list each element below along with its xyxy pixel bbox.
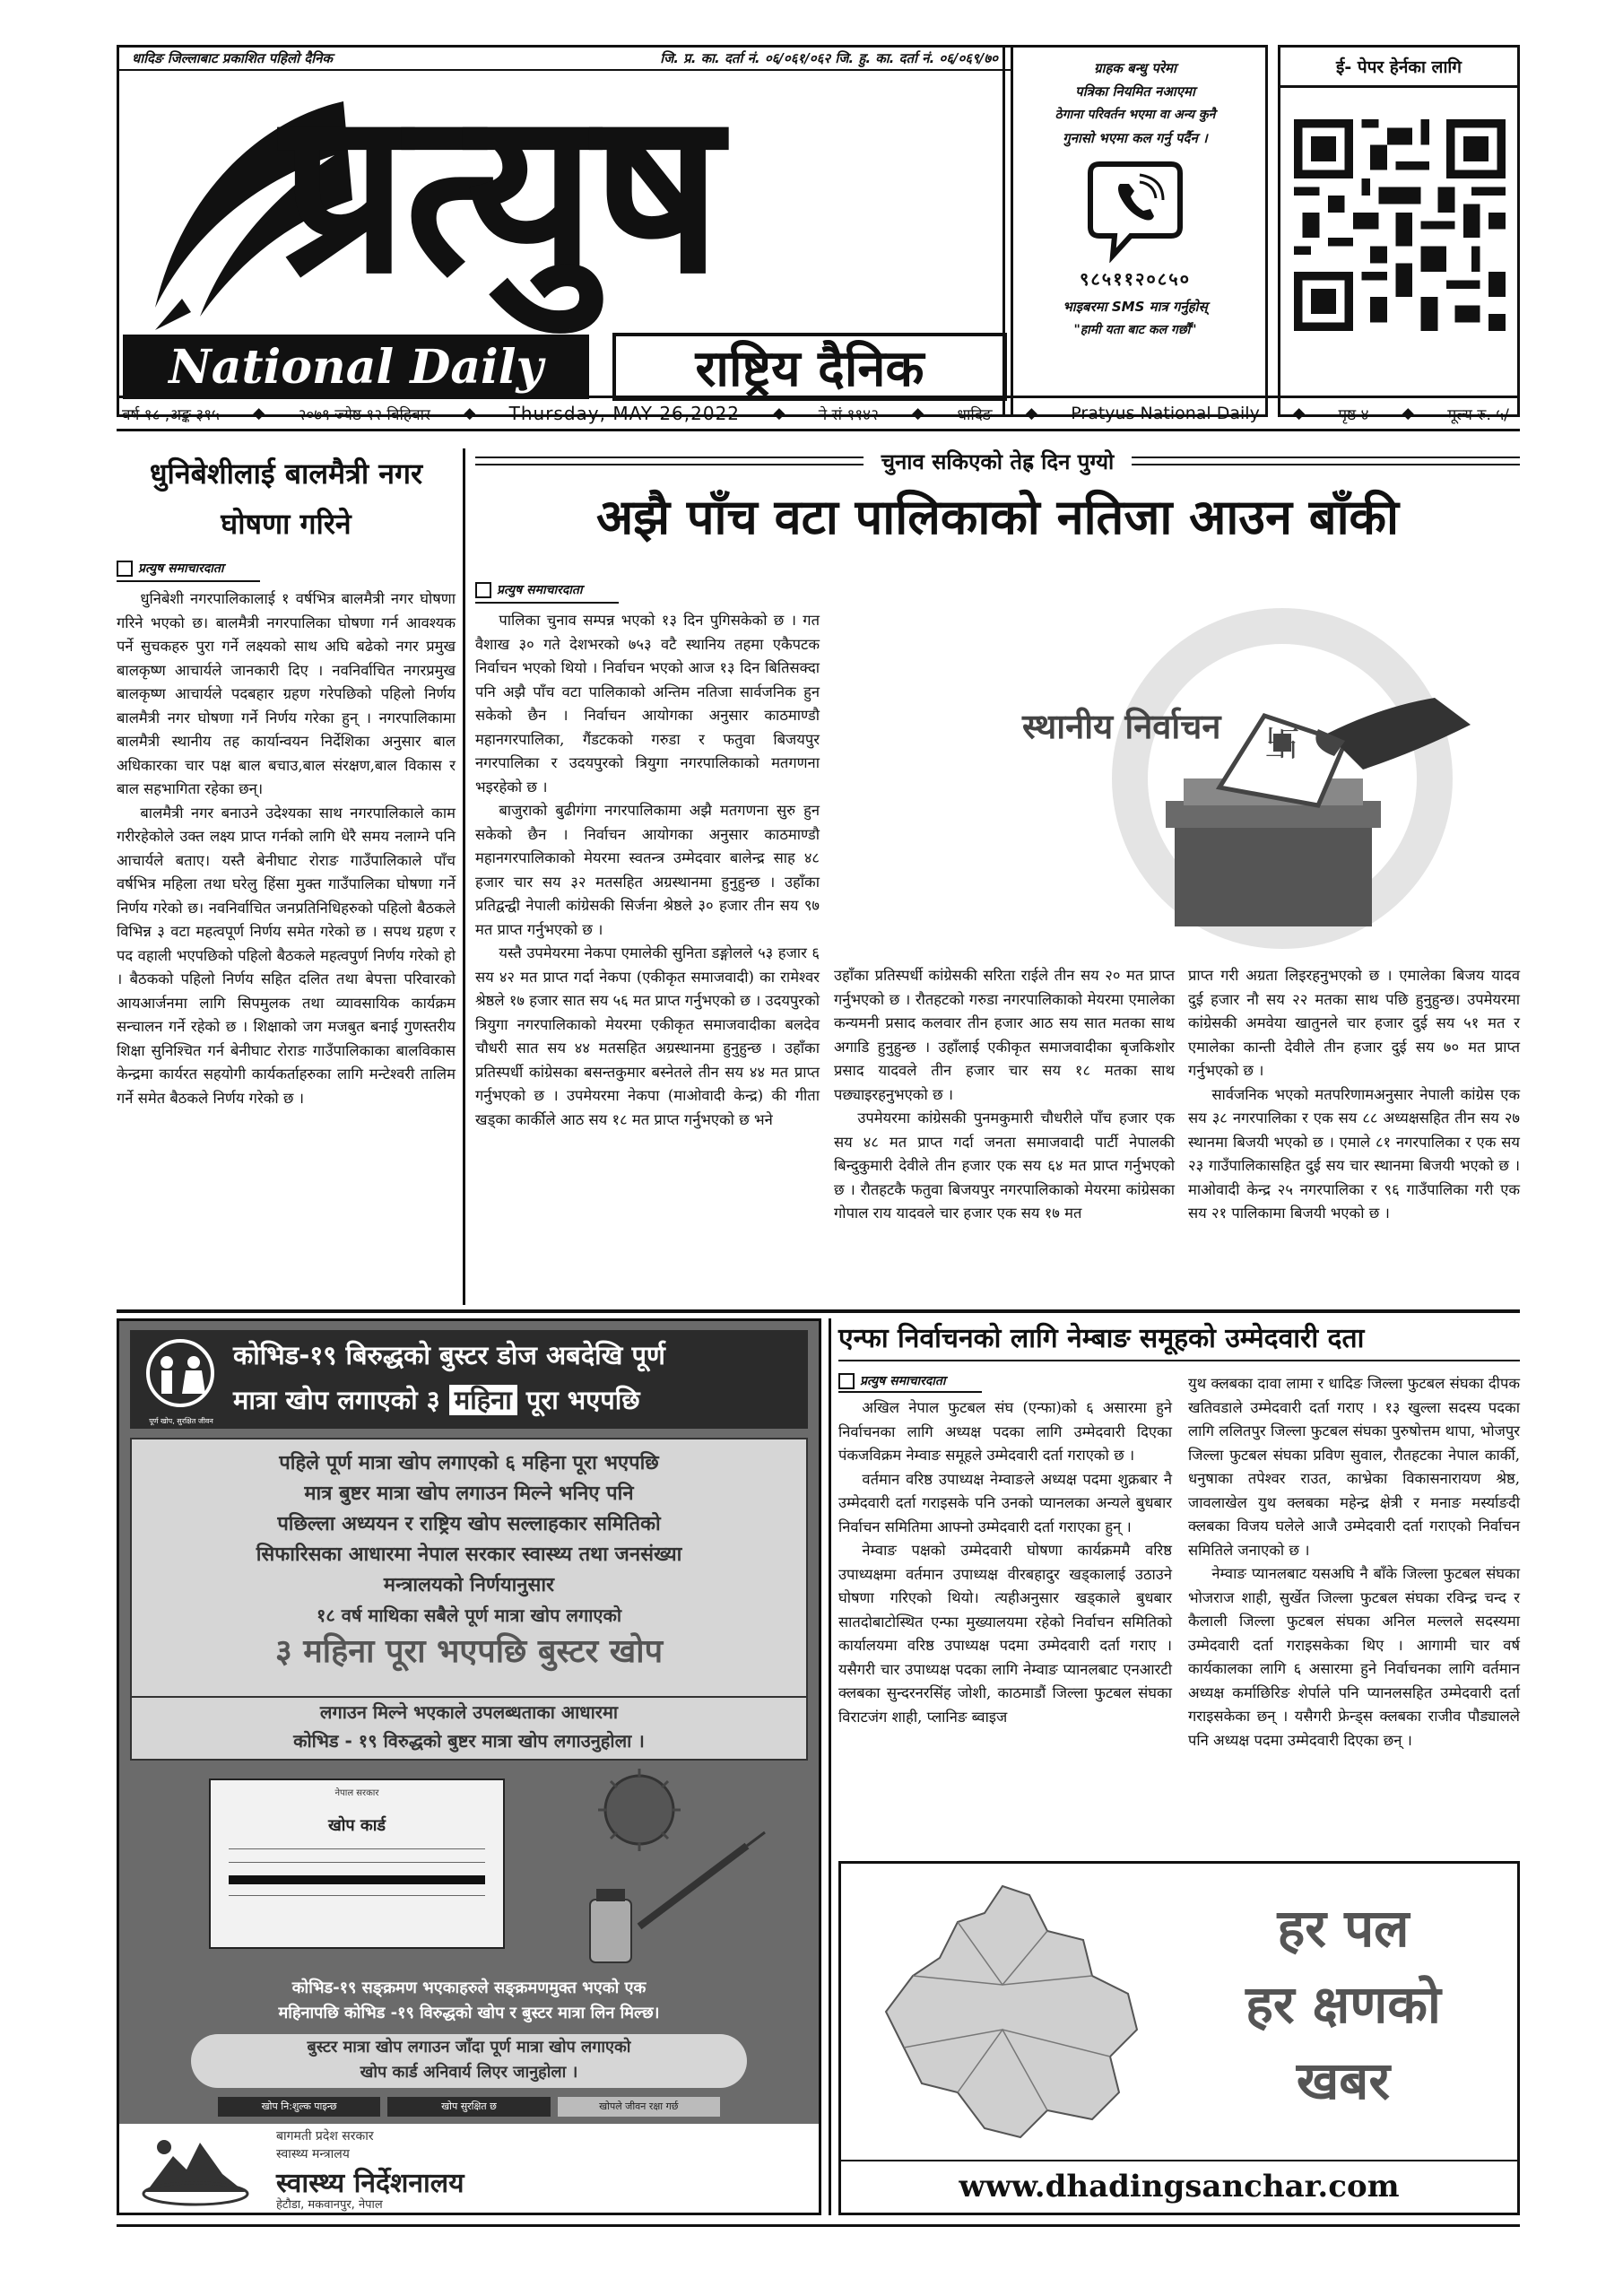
banner-line2-c: पूरा भएपछि — [525, 1385, 640, 1415]
reporter-label: प्रत्युष समाचारदाता — [860, 1374, 946, 1388]
epaper-box — [1278, 45, 1520, 417]
national-daily-box — [123, 335, 589, 399]
ad-text-line: कोभिड - १९ विरुद्धको बुष्टर मात्रा खोप लगाउनुहोला । — [293, 1730, 645, 1752]
main-story-col3 — [1188, 964, 1520, 1226]
first-daily-tagline: धादिङ जिल्लाबाट प्रकाशित पहिलो दैनिक — [132, 50, 333, 66]
banner-line2 — [233, 1382, 807, 1417]
paragraph: नेम्वाङ प्यानलबाट यसअघि नै बाँके जिल्ला फुटबल संघका भोजराज शाही, सुर्खेत जिल्ला फुटबल संघका रविन्द्र चन्द र कैलाली जिल्ला फुटबल संघका अनिल मल्लले सदस्यमा उम्मेदवारी दर्ता गराइसकेका थिए । आगामी चार वर्ष कार्यकालका लागि ६ असारमा हुने निर्वाचनका लागि वर्तमान अध्यक्ष कर्माछिरिङ शेर्पाले पनि प्यानलसहित उम्मेदवारी दर्ता गराइसकेका छन् । यसैगरी फ्रेन्ड्स क्लबका राजीव पौड्यालले पनि अध्यक्ष पदमा उम्मेदवारी दिएका छन् । — [1188, 1565, 1520, 1749]
column-divider — [463, 448, 465, 1305]
place: धादिङ — [957, 405, 993, 424]
paragraph: बालमैत्री नगर बनाउने उदेश्यका साथ नगरपालिकाले काम गरीरहेकोले उक्त लक्ष्य प्राप्त गर्नको लागि धेरै समय नलाग्ने पनि आचार्यले बताए। यस्तै बेनीघाट रोराङ गाउँपालिकाले पाँच वर्षभित्र महिला तथा घरेलु हिंसा मुक्त गाउँपालिका घोषणा गर्ने निर्णय गरेको छ। नवनिर्वाचित जनप्रतिनिधिहरुको पहिलो बैठकले विभिन्न ३ वटा महत्वपूर्ण निर्णय समेत गरेको छ । सपथ ग्रहण र पद वहाली भएपछिको पहिलो बैठकले महत्वपुर्ण निर्णय गरेको हो । बैठकको पहिलो निर्णय सहित दलित तथा बेपत्ता परिवारको आयआर्जनमा लागि सिपमुलक तथा व्यावसायिक कार्यक्रम सन्चालन गर्ने रहेको छ । शिक्षाको जग मजबुत बनाई गुणस्तरीय शिक्षा सुनिश्चित गर्न बेनीघाट रोराङ गाउँपालिकाका बालविकास केन्द्रमा कार्यरत सहयोगी कार्यकर्ताहरुका लागि मन्टेश्वरी तालिम गर्ने समेत बैठकले निर्णय गरेको छ । — [117, 804, 456, 1107]
ad-big-line: ३ महिना पूरा भएपछि बुस्टर खोप — [274, 1633, 664, 1670]
ad-note-line: बुस्टर मात्रा खोप लगाउन जाँदा पूर्ण मात्रा खोप लगाएको — [307, 2038, 631, 2057]
notice-line: पत्रिका नियमित नआएमा — [1075, 83, 1195, 100]
election-caption: स्थानीय निर्वाचन — [1022, 707, 1221, 746]
diamond-icon: ◆ — [912, 404, 924, 422]
ad-text-line: मात्र बुष्टर मात्रा खोप लगाउन मिल्ने भनिए पनि — [304, 1483, 634, 1505]
bs-date: २०७९ ज्येष्ठ १२ बिहिबार — [298, 405, 430, 424]
vaccine-card — [209, 1779, 505, 1949]
column-divider — [829, 1318, 831, 2215]
paragraph: बाजुराको बुढीगंगा नगरपालिकामा अझै मतगणना सुरु हुन सकेको छैन । निर्वाचन आयोगका अनुसार काठमाण्डौ महानगरपालिकाको मेयरमा स्वतन्त्र उम्मेदवार बालेन्द्र साह ४८ हजार चार सय ३२ मतसहित अग्रस्थानमा हुनुहुन्छ । उहाँका प्रतिद्वन्द्वी नेपाली कांग्रेसकी सिर्जना श्रेष्ठले ३० हजार तीन सय ९७ मत प्राप्त गर्नुभएको छ । — [475, 802, 820, 938]
viber-number: ९८५११२०८५० — [1080, 268, 1191, 290]
main-story-header — [475, 445, 1520, 579]
left-story — [117, 448, 456, 1345]
covid-note — [191, 2034, 747, 2088]
anfa-col2 — [1188, 1372, 1520, 1752]
paragraph: उपमेयरमा कांग्रेसकी पुनमकुमारी चौधरीले पाँच हजार एक सय ४८ मत प्राप्त गर्दा जनता समाजवादी पार्टी नेपालकी बिन्दुकुमारी देवीले तीन हजार एक सय ६४ मत प्राप्त गर्नुभएको छ । रौतहटकै फतुवा बिजयपुर नगरपालिकाको मेयरमा कांग्रेसका गोपाल राय यादवले चार हजार एक सय १७ मत — [834, 1109, 1175, 1222]
covid-ad — [117, 1318, 821, 2215]
government-emblem-icon — [137, 2129, 254, 2208]
main-headline: अझै पाँच वटा पालिकाको नतिजा आउन बाँकी — [595, 489, 1400, 545]
ad-text-line: कोभिड-१९ सङ्क्रमण भएकाहरुले सङ्क्रमणमुक्त भएको एक — [291, 1979, 647, 1997]
covid-tags — [218, 2097, 720, 2117]
viber-icon — [1086, 155, 1185, 263]
diamond-icon: ◆ — [1293, 404, 1306, 422]
paragraph: धुनिबेशी नगरपालिकालाई १ वर्षभित्र बालमैत्री नगर घोषणा गरिने भएको छ। बालमैत्री नगरपालिका घोषणा गर्न आवश्यक पर्ने सुचकहरु पुरा गर्ने लक्ष्यको साथ अघि बढेको नगर प्रमुख बालकृष्ण आचार्यले जानकारी दिए । नवनिर्वाचित नगरप्रमुख बालकृष्ण आचार्यले पदबहार ग्रहण गरेपछिको पहिलो निर्णय बालमैत्री नगर घोषणा गर्ने निर्णय गरेका हुन् । नगरपालिकामा बालमैत्री स्थानीय तह कार्यान्वयन निर्देशिका अनुसार बाल अधिकारका चार पक्ष बाल बचाउ,बाल संरक्षण,बाल विकास र बाल सहभागिता रहेका छन्। — [117, 590, 456, 797]
rastriya-dainik-box — [612, 333, 1007, 401]
paragraph: अखिल नेपाल फुटबल संघ (एन्फा)को ६ असारमा हुने निर्वाचनका लागि अध्यक्ष पदका लागि उम्मेदवारी दिएका पंकजविक्रम नेम्वाङ समूहले उम्मेदवारी दर्ता गराएको छ । — [838, 1399, 1172, 1464]
page-bottom-rule — [117, 2224, 1520, 2227]
nepal-sambat: ने सं ११४२ — [818, 405, 879, 424]
checkbox-icon — [475, 582, 491, 598]
left-story-headline: धुनिबेशीलाई बालमैत्री नगर घोषणा गरिने — [149, 457, 423, 541]
section-divider — [117, 1309, 1520, 1313]
dhading-sanchar-url[interactable]: www.dhadingsanchar.com — [841, 2160, 1517, 2205]
nepal-map-icon — [868, 1877, 1164, 2146]
banner-line2-a: मात्रा खोप लगाएको ३ — [233, 1385, 440, 1415]
checkbox-icon — [838, 1373, 855, 1389]
banner-line1: कोभिड-१९ बिरुद्धको बुस्टर डोज अबदेखि पूर्ण — [233, 1340, 665, 1370]
paragraph: यस्तै उपमेयरमा नेकपा एमालेकी सुनिता डङ्गोलले ५३ हजार ६ सय ४२ मत प्राप्त गर्दा नेकपा (एकीकृत समाजवादी) का रामेश्वर श्रेष्ठले १७ हजार सात सय ५६ मत प्राप्त गर्नुभएको छ । उदयपुरको त्रियुगा नगरपालिकाको मेयरमा एकीकृत समाजवादीका बलदेव चौधरी सात सय ४४ मतसहित अग्रस्थानमा हुनुहुन्छ । उहाँका प्रतिस्पर्धी कांग्रेसका बसन्तकुमार बस्नेतले तीन सय ४४ मत प्राप्त गर्नुभएको छ । उपमेयरमा नेकपा (माओवादी केन्द्र) की गीता खड्का कार्कीले आठ सय १८ मत प्राप्त गर्नुभएको छ भने — [475, 944, 820, 1128]
national-daily-label: National Daily — [169, 339, 543, 395]
volume-issue: वर्ष १८ ,अङ्क ३१५ — [122, 405, 220, 424]
logo-caption: पूर्ण खोप, सुरक्षित जीवन — [149, 1417, 213, 1425]
ad-text-line: मन्त्रालयको निर्णयानुसार — [383, 1574, 555, 1596]
paragraph: सार्वजनिक भएको मतपरिणामअनुसार नेपाली कांग्रेस एक सय ३८ नगरपालिका र एक सय ८८ अध्यक्षसहित तीन सय २७ स्थानमा बिजयी भएको छ । एमाले ८१ नगरपालिका र एक सय २३ गाउँपालिकासहित दुई सय चार स्थानमा बिजयी भएको छ । माओवादी केन्द्र २५ नगरपालिका र ९६ गाउँपालिका गरी एक सय २१ पालिकामा बिजयी भएको छ । — [1188, 1085, 1520, 1222]
left-story-reporter — [117, 560, 456, 577]
covid-banner — [130, 1330, 808, 1429]
left-story-body — [117, 587, 456, 1110]
ad-note-line: खोप कार्ड अनिवार्य लिएर जानुहोला । — [360, 2063, 578, 2082]
covid-text-block2 — [130, 1698, 808, 1761]
dhading-sanchar-ad — [838, 1861, 1520, 2215]
family-logo-icon — [135, 1337, 225, 1418]
main-col1-top — [475, 581, 820, 1132]
footer-gov: बागमती प्रदेश सरकार — [276, 2129, 374, 2144]
paragraph: युथ क्लबका दावा लामा र धादिङ जिल्ला फुटबल संघका दीपक खतिवडाले उम्मेदवारी दर्ता गराए । १३ खुल्ला सदस्य पदका लागि ललितपुर जिल्ला फुटबल संघका पुरुषोत्तम थापा, भोजपुर जिल्ला फुटबल संघका प्रविण सुवाल, रौतहटका नेपाल कार्की, धनुषाका तपेश्वर राउत, काभ्रेका विकासनारायण श्रेष्ठ, जावलाखेल युथ क्लबका महेन्द्र क्षेत्री र मनाङ मर्स्याङदी क्लबका विजय घलेले आजै उम्मेदवारी दर्ता गराएको निर्वाचन समितिले जनाएको छ । — [1188, 1375, 1520, 1559]
subscriber-notice-box — [1002, 45, 1268, 417]
ad-tag: खोपले जीवन रक्षा गर्छ — [558, 2097, 720, 2117]
main-story-col2 — [834, 964, 1175, 1226]
ad-text-line: लगाउन मिल्ने भएकाले उपलब्धताका आधारमा — [319, 1701, 619, 1723]
covid-lower-text — [130, 1976, 808, 2026]
qr-code-icon[interactable] — [1294, 119, 1506, 331]
paragraph: उहाँका प्रतिस्पर्धी कांग्रेसकी सरिता राईले तीन सय २० मत प्राप्त गर्नुभएको छ । रौतहटको गरुडा नगरपालिकाको मेयरमा एमालेका कन्यमनी प्रसाद कलवार तीन हजार आठ सय सात मतका साथ अगाडि हुनुहुन्छ । उहाँलाई एकीकृत समाजवादीका बृजकिशोर प्रसाद यादवले तीन हजार चार सय १८ मतका साथ पछ्याइरहनुभएको छ । — [834, 967, 1175, 1103]
main-reporter — [475, 581, 820, 598]
ad-text-line: सिफारिसका आधारमा नेपाल सरकार स्वास्थ्य तथा जनसंख्या — [256, 1544, 682, 1566]
registration-number: जि. प्र. का. दर्ता नं. ०६/०६१/०६२ जि. हु. का. दर्ता नं. ०६/०६९/७० — [660, 50, 998, 66]
paper-name: Pratyus National Daily — [1071, 404, 1260, 423]
diamond-icon: ◆ — [253, 404, 265, 422]
main-story-col1 — [475, 609, 820, 1132]
covid-text-block — [130, 1438, 808, 1698]
ad-tag: खोप सुरक्षित छ — [387, 2097, 550, 2117]
ad-text-line: १८ वर्ष माथिका सबैले पूर्ण मात्रा खोप लगाएको — [316, 1605, 622, 1626]
anfa-col1 — [838, 1396, 1172, 1729]
covid-footer — [119, 2124, 819, 2213]
paragraph: नेम्वाङ पक्षको उम्मेदवारी घोषणा कार्यक्रममै वरिष्ठ उपाध्यक्षमा वर्तमान उपाध्यक्ष वीरबहादुर खड्कालाई उठाउने घोषणा गरिएको थियो। त्यहीअनुसार खड्काले बुधबार सातदोबाटोस्थित एन्फा मुख्यालयमा रहेको निर्वाचन समितिको कार्यालयमा वरिष्ठ उपाध्यक्ष पदमा उम्मेदवारी दर्ता गराए । यसैगरी चार उपाध्यक्ष पदका लागि नेम्वाङ प्यानलबाट एनआरटी क्लबका सुन्दरनरसिंह जोशी, काठमाडौं जिल्ला फुटबल संघका विराटजंग शाही, प्लानिङ ब्वाइज — [838, 1542, 1172, 1726]
footer-dept: स्वास्थ्य निर्देशनालय — [276, 2168, 464, 2199]
diamond-icon: ◆ — [1025, 404, 1037, 422]
notice-line: ग्राहक बन्धु परेमा — [1094, 60, 1176, 76]
ad-date: Thursday, MAY 26,2022 — [508, 403, 741, 424]
diamond-icon: ◆ — [464, 404, 476, 422]
reporter-label: प्रत्युष समाचारदाता — [497, 583, 583, 597]
paragraph: पालिका चुनाव सम्पन्न भएको १३ दिन पुगिसकेको छ । गत वैशाख ३० गते देशभरको ७५३ वटै स्थानिय तहमा एकैपटक निर्वाचन भएको थियो । निर्वाचन भएको आज १३ दिन बितिसक्दा पनि अझै पाँच वटा पालिकाको अन्तिम नतिजा सार्वजनिक हुन सकेको छैन । निर्वाचन आयोगका अनुसार काठमाण्डौ महानगरपालिका, गैंडटकको गरुडा र फतुवा बिजयपुर नगरपालिका र उदयपुरको त्रियुगा नगरपालिकाको मतगणना भइरहेको छ । — [475, 612, 820, 796]
notice-line: ठेगाना परिवर्तन भएमा वा अन्य कुनै — [1055, 108, 1216, 122]
epaper-label: ई- पेपर हेर्नका लागि — [1280, 48, 1517, 88]
ad-text-line: पछिल्ला अध्ययन र राष्ट्रिय खोप सल्लाहकार समितिको — [277, 1513, 661, 1535]
card-header: नेपाल सरकार — [334, 1788, 379, 1798]
ad-tag: खोप नि:शुल्क पाइन्छ — [218, 2097, 380, 2117]
anfa-story — [838, 1320, 1520, 1840]
banner-line2-b: महिना — [449, 1385, 517, 1415]
footer-address: हेटौडा, मकवानपुर, नेपाल — [276, 2198, 383, 2212]
ad-slogan-line3: खबर — [1296, 2050, 1391, 2111]
quote-line: "हामी यता बाट कल गर्छौं" — [1073, 323, 1197, 337]
rastriya-dainik-label: राष्ट्रिय दैनिक — [695, 340, 924, 398]
main-kicker: चुनाव सकिएको तेह्र दिन पुग्यो — [881, 448, 1115, 474]
card-title: खोप कार्ड — [328, 1816, 386, 1835]
footer-ministry: स्वास्थ्य मन्त्रालय — [276, 2147, 350, 2161]
page-number: पृष्ठ ४ — [1338, 405, 1369, 424]
election-illustration — [843, 599, 1515, 958]
ad-text-line: पहिले पूर्ण मात्रा खोप लगाएको ६ महिना पूरा भएपछि — [279, 1452, 659, 1474]
price: मूल्य रु. ५/- — [1447, 405, 1515, 424]
checkbox-icon — [117, 561, 133, 577]
notice-line: गुनासो भएमा कल गर्नु पर्दैन । — [1063, 130, 1208, 146]
ballot-box-icon — [843, 599, 1515, 958]
ad-text-line: महिनापछि कोभिड -१९ विरुद्धको खोप र बुस्टर मात्रा लिन मिल्छ। — [278, 2004, 660, 2022]
paragraph: वर्तमान वरिष्ठ उपाध्यक्ष नेम्वाङले अध्यक्ष पदमा शुक्रबार नै उम्मेदवारी दर्ता गराइसके पनि उनको प्यानलका अन्यले बुधबार निर्वाचन समितिमा आफ्नो उम्मेदवारी दर्ता गराएका हुन् । — [838, 1470, 1172, 1535]
masthead — [117, 45, 1013, 417]
anfa-headline: एन्फा निर्वाचनको लागि नेम्बाङ समूहको उम्मेदवारी दता — [838, 1323, 1365, 1354]
reporter-label: प्रत्युष समाचारदाता — [138, 561, 224, 576]
ad-slogan-line2: हर क्षणको — [1245, 1974, 1441, 2035]
vaccine-vial-icon — [541, 1765, 774, 1971]
anfa-reporter — [838, 1372, 1172, 1389]
paragraph: प्राप्त गरी अग्रता लिइरहनुभएको छ । एमालेका बिजय यादव दुई हजार नौ सय २२ मतका साथ पछि हुनुहुन्छ। उपमेयरमा कांग्रेसकी अमवेया खातुनले चार हजार दुई सय ५१ मत र एमालेका कान्ती देवीले तीन हजार दुई सय ७० मत प्राप्त गर्नुभएको छ । — [1188, 967, 1520, 1079]
sms-line: भाइबरमा SMS मात्र गर्नुहोस् — [1063, 299, 1208, 315]
ad-slogan-line1: हर पल — [1277, 1898, 1410, 1959]
diamond-icon: ◆ — [1402, 404, 1414, 422]
diamond-icon: ◆ — [773, 404, 785, 422]
masthead-logo: प्रत्युष — [281, 59, 719, 323]
svg-text:卐: 卐 — [1264, 724, 1300, 765]
dateline-bar — [117, 396, 1520, 431]
